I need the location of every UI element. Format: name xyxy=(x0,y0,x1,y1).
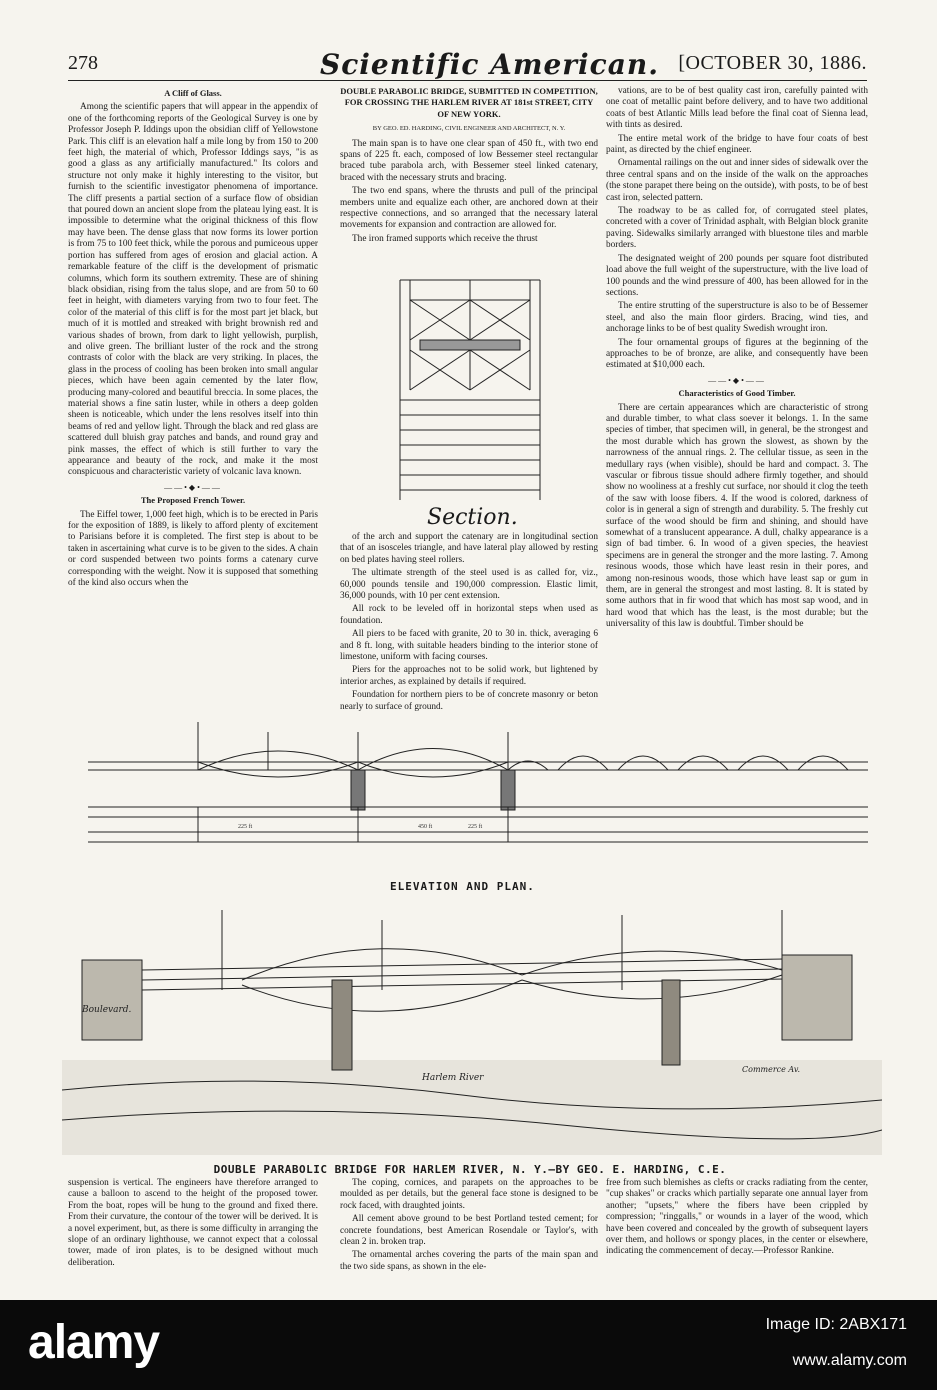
section-figure-label: Section. xyxy=(427,505,518,530)
article-body-timber: There are certain appearances which are characteristic of strong and durable timber, to what class soever it belongs. 1. In the same species of timber, that specimen will, in general, be the strongest and the most durable which has grown the slowest, as shown by the narrowness of the annual rings. 2. The cellular tissue, as seen in the medullary rays (when visible), should be hard and compact. 3. The vascular or fibrous tissue should adhere firmly together, and should show no wooliness at a freshly cut surface, nor should it clog the teeth of the saw with loose fibers. 4. If the wood is colored, darkness of color is in general a sign of strength and durability. 5. The freshly cut surface of the wood should be firm and shining, and should have somewhat of a translucent appearance. A dull, chalky appearance is a sign of bad timber. 6. In wood of a given species, the heaviest specimens are in general the stronger and the more lasting. 7. Among resinous woods, those which have least resin in their pores, and among non-resinous woods, those which have least sap or gum in them, are in general the strongest and most lasting. 8. It is stated by some authors that in fir wood that which has most sap wood, and in hard wood that which has the least, is the most durable; but the universality of this law is doubtful. Timber should be xyxy=(606,402,868,630)
coping-paragraph: The coping, cornices, and parapets on the approaches to be moulded as per details, but the general face stone is designed to be rock faced, with draughted joints. xyxy=(340,1178,598,1211)
bottom-column-1 xyxy=(68,1178,318,1298)
dim-label-3: 225 ft xyxy=(468,824,483,830)
bridge-paragraph-9: Foundation for northern piers to be of concrete masonry or beton nearly to surface of ground. xyxy=(340,690,598,712)
column-1 xyxy=(68,86,318,711)
column-3 xyxy=(606,86,868,711)
bridge-perspective-drawing xyxy=(62,900,882,1155)
spec-paragraph-3: Ornamental railings on the out and inner sides of sidewalk over the three central spans and on the inside of the walk on the approaches (the stone parapet there being on the outside), with posts, to be of best cast iron, selected pattern. xyxy=(606,158,868,203)
bridge-paragraph-5: The ultimate strength of the steel used is as called for, viz., 60,000 pounds tensile and 190,000 compression. Elastic limit, 36,000 pounds, with 10 per cent extension. xyxy=(340,568,598,602)
image-id: Image ID: 2ABX171 xyxy=(765,1316,907,1333)
article-title-bridge: DOUBLE PARABOLIC BRIDGE, SUBMITTED IN COMPETITION, FOR CROSSING THE HARLEM RIVER AT 181st STREET, CITY OF NEW YORK. xyxy=(340,86,598,119)
separator-ornament: ——•◆•—— xyxy=(164,482,222,492)
article-title-cliff-of-glass: A Cliff of Glass. xyxy=(164,88,222,98)
spec-paragraph-5: The designated weight of 200 pounds per square foot distributed load above the full weight of the superstructure, with the live load of 100 pounds and the wind pressure of 400, has been allowed for in the sections. xyxy=(606,253,868,298)
figure-caption: DOUBLE PARABOLIC BRIDGE FOR HARLEM RIVER, N. Y.—BY GEO. E. HARDING, C.E. xyxy=(213,1163,727,1176)
watermark-url: www.alamy.com xyxy=(792,1352,907,1369)
column-2-top xyxy=(340,86,598,281)
masthead: Scientific American. xyxy=(320,48,659,81)
article-title-timber: Characteristics of Good Timber. xyxy=(678,388,796,399)
ornamental-arches-paragraph: The ornamental arches covering the parts of the main span and the two side spans, as shown in the ele- xyxy=(340,1250,598,1272)
bridge-paragraph-4: of the arch and support the catenary are in longitudinal section that of an isosceles triangle, and have lateral play allowed by resting on bed plates having steel rollers. xyxy=(340,532,598,565)
bridge-paragraph-3: The iron framed supports which receive the thrust xyxy=(352,233,538,244)
timber-continuation: free from such blemishes as clefts or cracks radiating from the center, "cup shakes" or cracks which partially separate one annual layer from another; "upsets," where the fibers have been crippled by compression; "ringgalls," or wounds in a layer of the wood, which have been covered and concealed by the growth of subsequent layers over them, and hollows or spongy places, in the center or elsewhere, indicating the commencement of decay.—Professor Rankine. xyxy=(606,1178,868,1257)
spec-paragraph-1: vations, are to be of best quality cast iron, carefully painted with one coat of metallic paint before delivery, and to have two additional coats of best Atlantic Mills lead before the final coat of Sienna lead, with tints as desired. xyxy=(606,86,868,131)
elevation-and-plan-label: ELEVATION AND PLAN. xyxy=(390,880,535,893)
spec-paragraph-4: The roadway to be as called for, of corrugated steel plates, concreted with a cover of Trinidad asphalt, with Belgian block granite paving. Sidewalks similarly arranged with bluestone tiles and marble borders. xyxy=(606,206,868,251)
harlem-river-label: Harlem River xyxy=(422,1073,484,1083)
section-drawing xyxy=(380,270,560,505)
bridge-paragraph-7: All piers to be faced with granite, 20 to 30 in. thick, averaging 6 and 8 ft. long, with suitable headers binding to the interior stone of limestone, uniform with facing courses. xyxy=(340,629,598,663)
bridge-paragraph-2: The two end spans, where the thrusts and pull of the principal members unite and equalize each other, are anchored down at their respective connections, and so arranged that the necessary lateral movements for expansion and contraction are allowed for. xyxy=(340,186,598,231)
dim-label-2: 450 ft xyxy=(418,824,433,830)
page-number: 278 xyxy=(68,52,98,74)
separator-ornament: ——•◆•—— xyxy=(708,375,766,385)
tower-continuation: suspension is vertical. The engineers have therefore arranged to cause a balloon to ascend to the height of the proposed tower. From the boat, ropes will be hung to the ground and fixed there. From their curvature, the contour of the tower will be derived. It is a novel experiment, but, as there is some difficulty in arranging the slope of an ordinary lighthouse, we cannot expect that a colossal tower, made of iron plates, is to be designed without much deliberation. xyxy=(68,1178,318,1268)
spec-paragraph-6: The entire strutting of the superstructure is also to be of Bessemer steel, and also the main floor girders. Bracing, wind ties, and anchorage links to be of best quality Swedish wrought iron. xyxy=(606,301,868,335)
spec-paragraph-2: The entire metal work of the bridge to have four coats of best paint, as directed by the chief engineer. xyxy=(606,133,868,156)
bridge-paragraph-6: All rock to be leveled off in horizontal steps when used as foundation. xyxy=(340,604,598,626)
commerce-avenue-label: Commerce Av. xyxy=(742,1065,800,1074)
article-title-french-tower: The Proposed French Tower. xyxy=(140,495,246,506)
article-body-french-tower: The Eiffel tower, 1,000 feet high, which is to be erected in Paris for the exposition of 1889, is likely to afford plenty of excitement to Parisians before it is completed. The first step is about to be taken in ascertaining what curve is to be given to the sides. A chain or cord suspended between two points forms a catenary curve corresponding with the weight. Now it is supposed that something of the kind also occurs when the xyxy=(68,509,318,589)
article-body-cliff-of-glass: Among the scientific papers that will appear in the appendix of one of the forthcoming reports of the Geological Survey is one by Professor Joseph P. Iddings upon the obsidian cliff of Yellowstone Park. This cliff is an elevation half a mile long by from 150 to 200 feet high, the material of which, Professor Iddings says, "is as good a glass as any artificially manufactured." Its colors and structure not only make it highly interesting to the visitor, but furnish to the scientific investigator phenomena of importance. The cliff presents a partial section of a surface flow of obsidian that poured down an ancient slope from the plateau lying east. It is impossible to determine what the original thickness of this flow may have been. The dense glass that now forms its lower portion is from 75 to 100 feet thick, while the porous and pumiceous upper portion has suffered from ages of erosion and glacial action. A remarkable feature of the cliff is the development of prismatic columns, which form its southern extremity. These are of shining black obsidian, rising from the talus slope, and are from 50 to 60 feet in height, with diameters varying from two to four feet. The color of the material of this cliff is for the most part jet black, but much of it is mottled and streaked with bright brownish red and various shades of brown, from dark to light yellowish, purplish, and olive green. The brilliant luster of the rock and the strong contrasts of color with the black are very striking. In places, the glass in the process of cooling has been broken into small angular pieces, which have been again cemented by the later flow, producing many-colored and beautiful breccia. In some places, the material shows a fine satin luster, while in others a deep golden sheen is noticeable, which under the lens resolves itself into thin beams of red and yellow light. Through the black and red glass are scattered dull bluish gray patches and bands, and round gray and pink masses, the effect of which is still further to vary the appearance and beauty of the rock, and make it the most conspicuous and characteristic variety of volcanic lava known. xyxy=(68,102,318,478)
cement-paragraph: All cement above ground to be best Portland tested cement; for concrete foundations, best American Rosendale or Taylor's, with clean 2 in. broken trap. xyxy=(340,1214,598,1248)
elevation-plan-drawing xyxy=(88,712,868,872)
bottom-column-3 xyxy=(606,1178,868,1298)
issue-date: [OCTOBER 30, 1886. xyxy=(678,52,867,74)
column-2-bottom xyxy=(340,532,598,712)
dim-label-1: 225 ft xyxy=(238,824,253,830)
bridge-paragraph-8: Piers for the approaches not to be solid work, but lightened by interior arches, as explained by details if required. xyxy=(340,665,598,687)
spec-paragraph-7: The four ornamental groups of figures at the beginning of the approaches to be of bronze, are alike, and consequently have been estimated at $10,000 each. xyxy=(606,337,868,371)
header-rule xyxy=(68,80,867,81)
bridge-paragraph-1: The main span is to have one clear span of 450 ft., with two end spans of 225 ft. each, composed of low Bessemer steel rectangular braced tube parabola arch, with Bessemer steel linked catenary, braced with the necessary struts and bracing. xyxy=(340,138,598,183)
alamy-logo: alamy xyxy=(28,1316,160,1369)
boulevard-label: Boulevard. xyxy=(82,1005,132,1015)
article-byline: BY GEO. ED. HARDING, CIVIL ENGINEER AND ARCHITECT, N. Y. xyxy=(372,125,566,133)
bottom-column-2 xyxy=(340,1178,598,1298)
